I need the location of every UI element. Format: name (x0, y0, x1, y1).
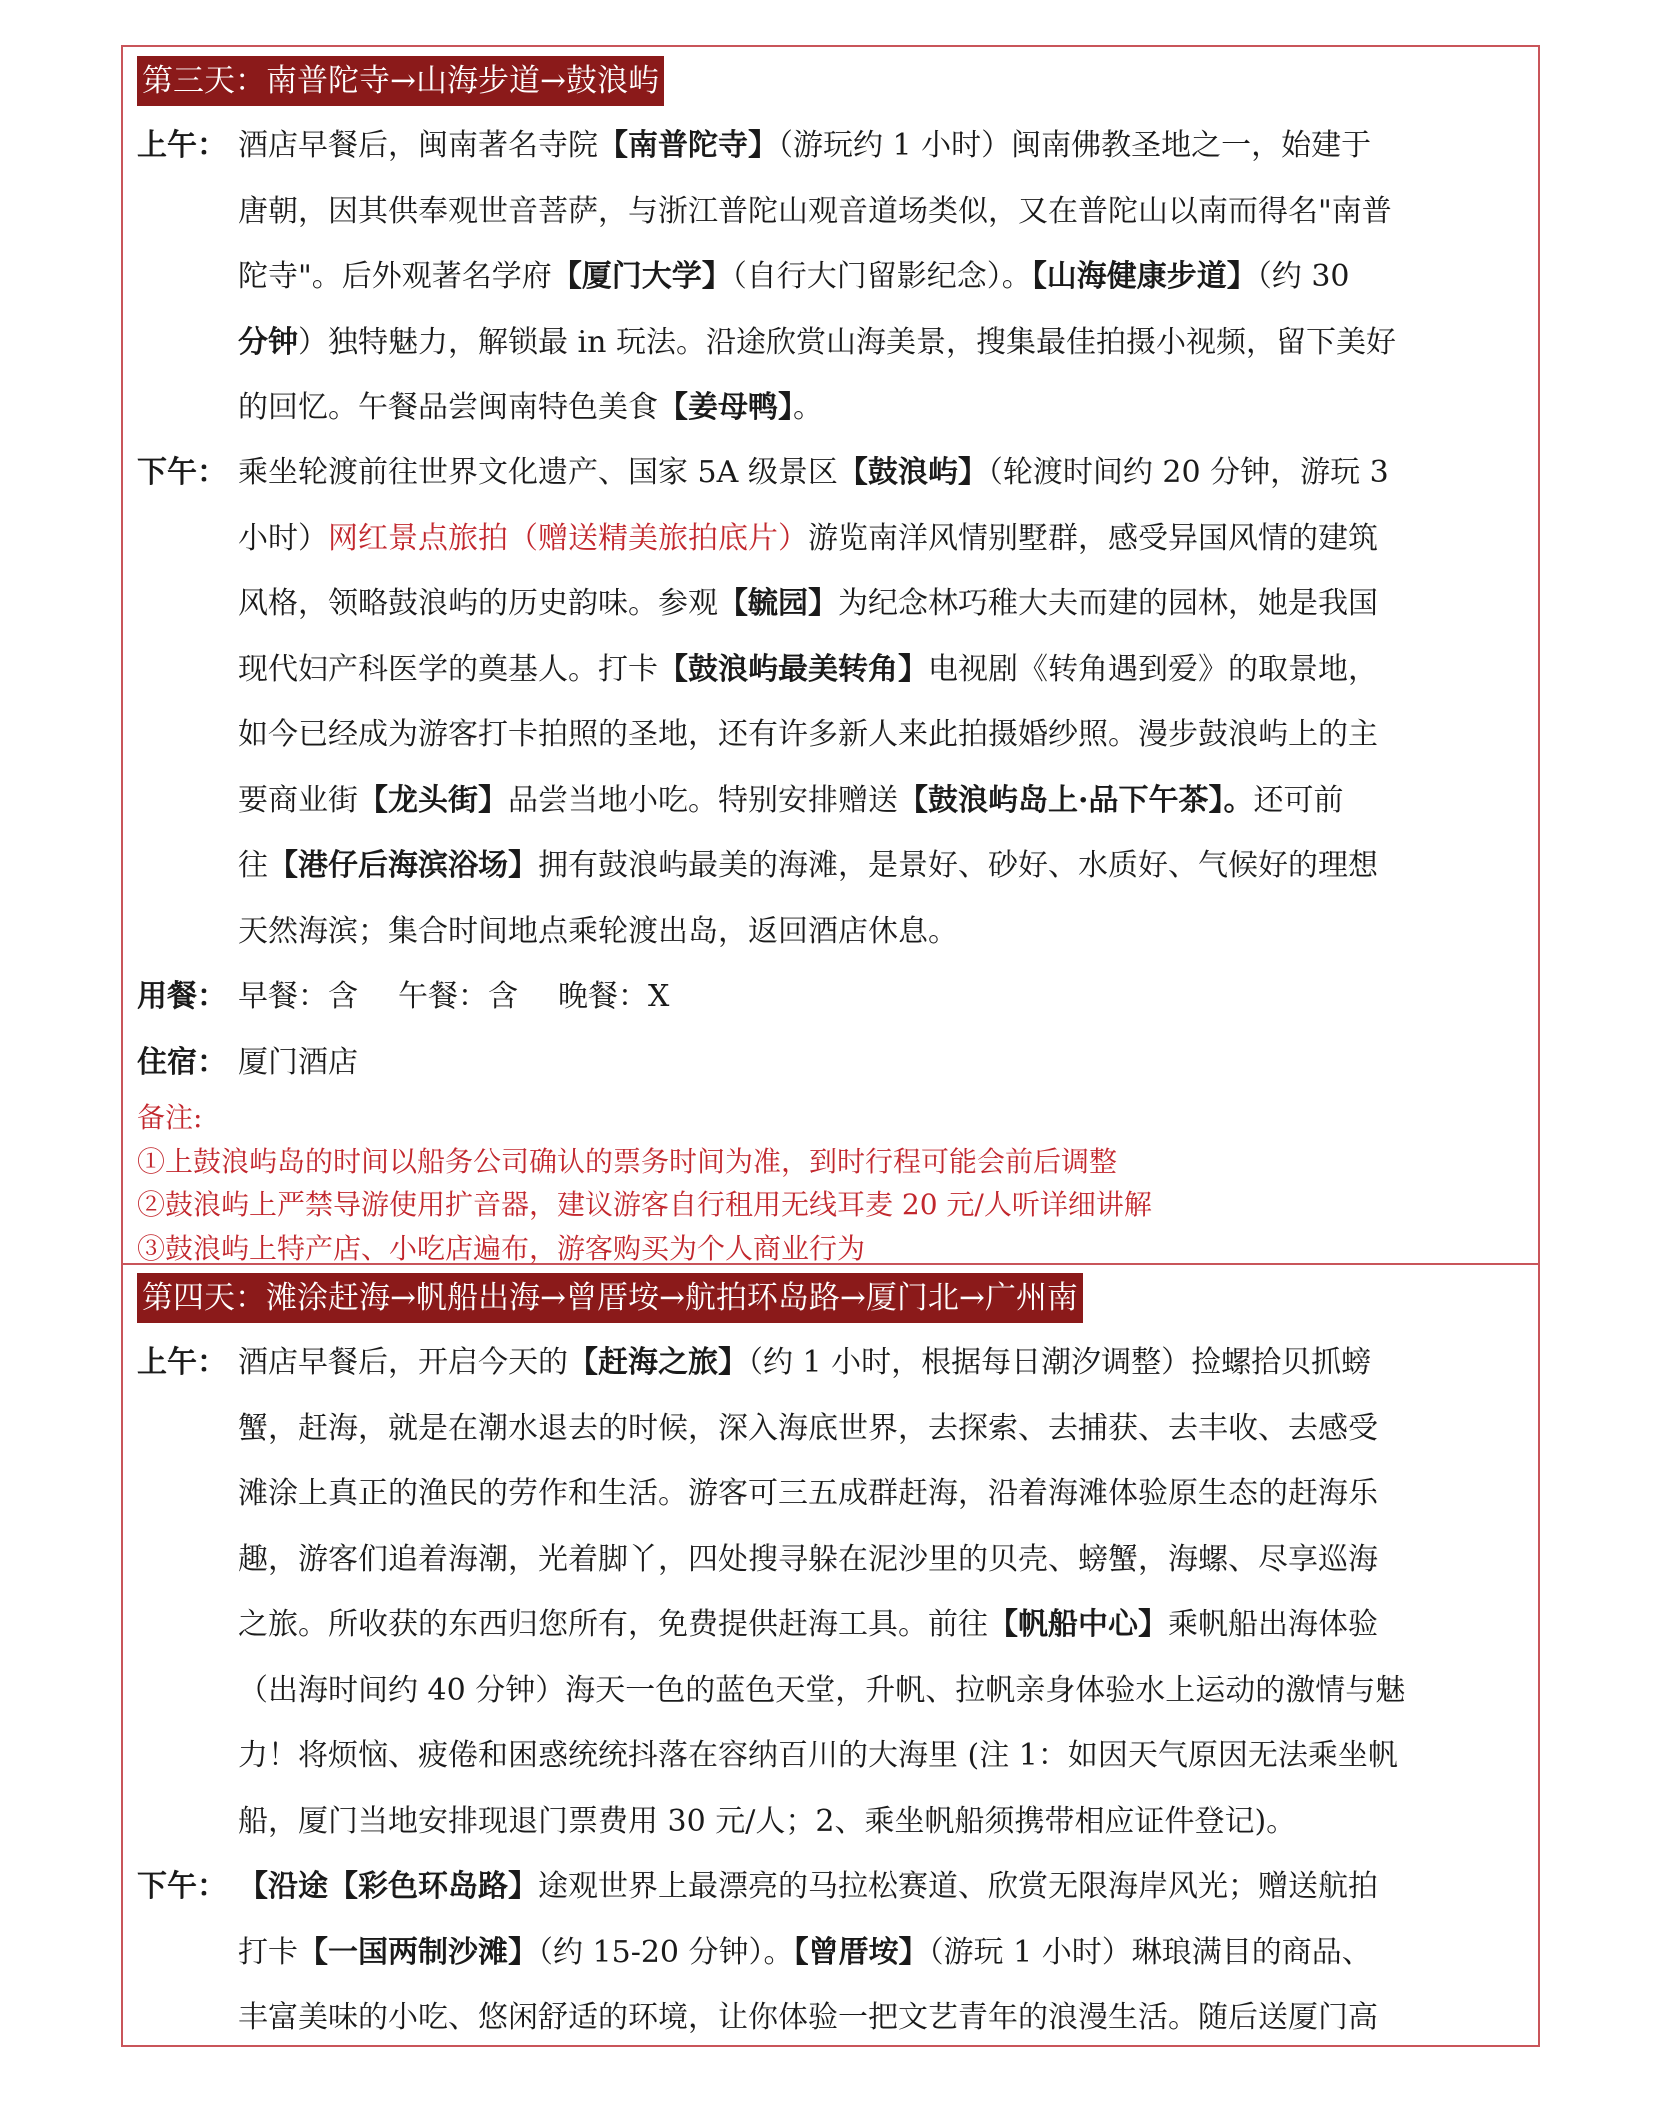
activity-ganhai: 【赶海之旅】 (568, 1345, 748, 1380)
spot-longtou-street: 【龙头街】 (358, 782, 508, 818)
notes-label: 备注: (137, 1101, 203, 1134)
food-jiangmuya: 【姜母鸭】 (658, 390, 793, 425)
lunch: 午餐：含 (398, 979, 518, 1014)
morning-label: 上午： (137, 128, 227, 163)
breakfast: 早餐：含 (238, 979, 358, 1014)
spot-sailing-center: 【帆船中心】 (988, 1607, 1168, 1642)
spot-xiamen-university: 【厦门大学】 (551, 259, 732, 294)
spot-shanhai-trail: 【山海健康步道】 (1031, 259, 1257, 294)
dinner: 晚餐：X (558, 979, 670, 1014)
note-3: ③鼓浪屿上特产店、小吃店遍布，游客购买为个人商业行为 (137, 1231, 866, 1265)
spot-huandao-road: 【彩色环岛路】 (328, 1869, 538, 1904)
photo-promo: 网红景点旅拍（赠送精美旅拍底片） (328, 520, 808, 556)
spot-nanputuo: 【南普陀寺】 (598, 128, 778, 163)
spot-yuyuan: 【毓园】 (718, 586, 838, 621)
spot-yiguoliangzhi-beach: 【一国两制沙滩】 (298, 1934, 538, 1970)
spot-beach: 【港仔后海滨浴场】 (268, 848, 538, 883)
day3-notes (137, 1096, 1527, 1270)
spot-corner: 【鼓浪屿最美转角】 (658, 651, 928, 687)
spot-gulangyu: 【鼓浪屿】 (837, 455, 988, 490)
afternoon-label: 下午： (137, 455, 227, 490)
spot-zengcuoan: 【曾厝垵】 (793, 1934, 929, 1970)
note-2: ②鼓浪屿上严禁导游使用扩音器，建议游客自行租用无线耳麦 20 元/人听详细讲解 (137, 1188, 1152, 1221)
day4-morning: 上午： 酒店早餐后，开启今天的【赶海之旅】（约 1 小时，根据每日潮汐调整）捡螺拾贝抓螃 蟹，赶海，就是在潮水退去的时候，深入海底世界，去探索、去捕获、去丰收、去感受 滩涂上真正的渔民的劳作和生活。游客可三五成群赶海，沿着海滩体验原生态的赶海乐 趣，游客们追着海潮，光着脚丫，四处搜寻躲在泥沙里的贝壳、螃蟹，海螺、尽享巡海 之旅。所收获的东西归您所有，免费提供赶海工具。前往【帆船中心】乘帆船出海体验 （出海时间约 40 分钟）海天一色的蓝色天堂，升帆、拉帆亲身体验水上运动的激情与魅 力！将烦恼、疲倦和困惑统统抖落在容纳百川的大海里 (注 1：如因天气原因无法乘坐帆 船，厦门当地安排现退门票费用 30 元/人；2、乘坐帆船须携带相应证件登记)。 (137, 1345, 1406, 1839)
hotel: 厦门酒店 (238, 1044, 358, 1080)
day4-title: 第四天：滩涂赶海→帆船出海→曾厝垵→航拍环岛路→厦门北→广州南 (137, 1273, 1083, 1323)
day4-afternoon: 下午： 【沿途【彩色环岛路】途观世界上最漂亮的马拉松赛道、欣赏无限海岸风光；赠送航拍 打卡【一国两制沙滩】（约 15-20 分钟）。【曾厝垵】（游玩 1 小时）琳琅满目的商品、 丰富美味的小吃、悠闲舒适的环境，让你体验一把文艺青年的浪漫生活。随后送厦门高 (137, 1869, 1378, 2035)
afternoon-tea: 【鼓浪屿岛上·品下午茶】。 (898, 782, 1254, 818)
note-1: ①上鼓浪屿岛的时间以船务公司确认的票务时间为准，到时行程可能会前后调整 (137, 1144, 1118, 1178)
day3-meals: 用餐： 早餐：含 午餐：含 晚餐：X 住宿： 厦门酒店 (137, 979, 670, 1080)
day3-afternoon: 下午： 乘坐轮渡前往世界文化遗产、国家 5A 级景区【鼓浪屿】（轮渡时间约 20 分钟，游玩 3 小时）网红景点旅拍（赠送精美旅拍底片）游览南洋风情别墅群，感受异国风情的建筑 风格，领略鼓浪屿的历史韵味。参观【毓园】为纪念林巧稚大夫而建的园林，她是我国 现代妇产科医学的奠基人。打卡【鼓浪屿最美转角】电视剧《转角遇到爱》的取景地， 如今已经成为游客打卡拍照的圣地，还有许多新人来此拍摄婚纱照。漫步鼓浪屿上的主 要商业街【龙头街】品尝当地小吃。特别安排赠送【鼓浪屿岛上·品下午茶】。还可前 往【港仔后海滨浴场】拥有鼓浪屿最美的海滩，是景好、砂好、水质好、气候好的理想 天然海滨；集合时间地点乘轮渡出岛，返回酒店休息。 (137, 440, 1527, 964)
day3-morning: 上午： 酒店早餐后，闽南著名寺院【南普陀寺】（游玩约 1 小时）闽南佛教圣地之一，始建于 唐朝，因其供奉观世音菩萨，与浙江普陀山观音道场类似，又在普陀山以南而得名"南普 陀寺"。后外观著名学府【厦门大学】（自行大门留影纪念）。【山海健康步道】（约 30 分钟）独特魅力，解锁最 in 玩法。沿途欣赏山海美景，搜集最佳拍摄小视频，留下美好 的回忆。午餐品尝闽南特色美食【姜母鸭】。 (137, 113, 1527, 441)
day3-title: 第三天：南普陀寺→山海步道→鼓浪屿 (137, 56, 664, 106)
